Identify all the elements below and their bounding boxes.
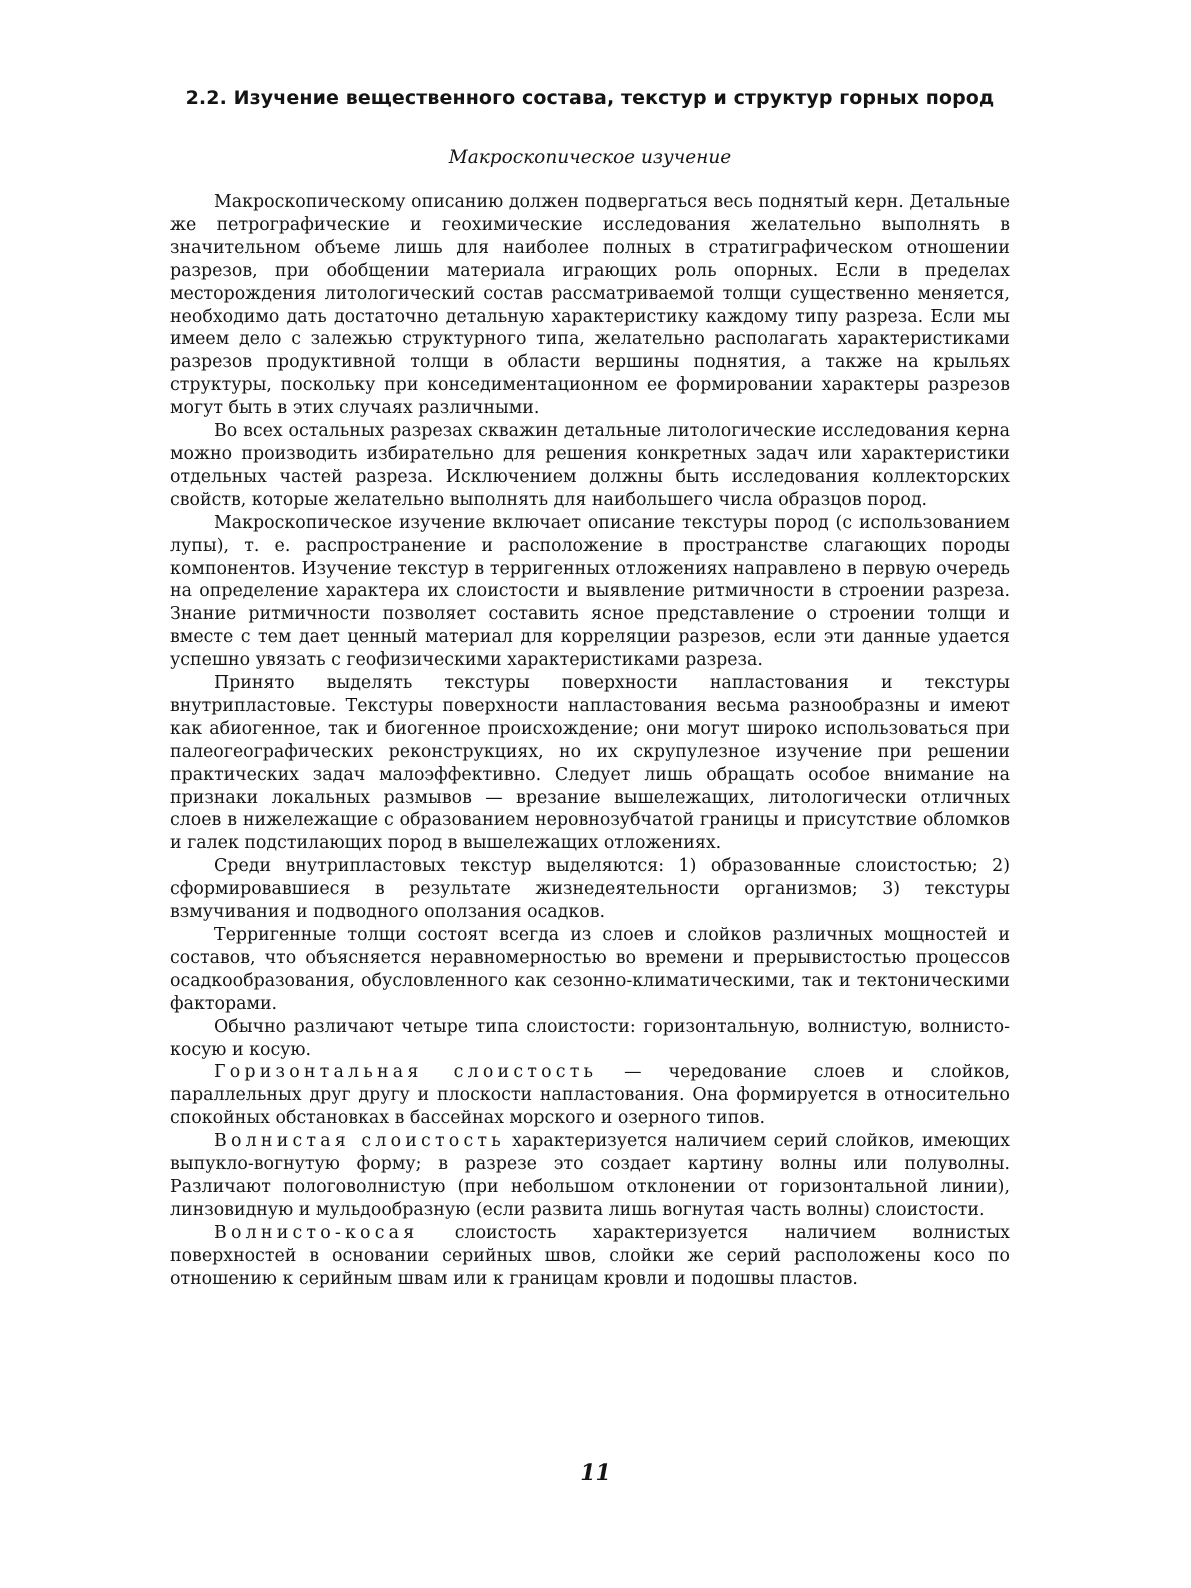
term: Волнисто-косая [214,1222,419,1243]
paragraph: Принято выделять текстуры поверхности напластования и текстуры внутрипластовые. Текстуры поверхности напластования весьма разнообразны и имеют как абиогенное, так и биогенное происхождение; они могут широко использоваться при палеогеографических реконструкциях, но их скрупулезное изучение при решении практических задач малоэффективно. Следует лишь обращать особое внимание на признаки локальных размывов — врезание вышележащих, литологически отличных слоев в нижележащие с образованием неровнозубчатой границы и присутствие обломков и галек подстилающих пород в вышележащих отложениях. [170,673,1010,854]
term-paragraph [170,1130,1010,1222]
term-definition: характеризуется наличием серий слойков, имеющих выпукло-вогнутую форму; в разрезе это создает картину волны или полуволны. Различают пологоволнистую (при небольшом отклонении от горизонтальной линии), линзовидную и мульдообразную (если развита лишь вогнутая часть волны) слоистости. [170,1131,1010,1220]
paragraph: Среди внутрипластовых текстур выделяются: 1) образованные слоистостью; 2) сформировавшиеся в результате жизнедеятельности организмов; 3) текстуры взмучивания и подводного оползания осадков. [170,856,1010,923]
term-definition: — чередование слоев и слойков, параллельных друг другу и плоскости напластования. Она формируется в относительно спокойных обстановках в бассейнах морского и озерного типов. [170,1062,1010,1129]
term-paragraph [170,1222,1010,1291]
body-text [170,191,1010,1291]
subsection-title: Макроскопическое изучение [448,147,732,168]
page-number: 11 [580,1460,611,1486]
section-title: 2.2. Изучение вещественного состава, текстур и структур горных пород [185,87,995,109]
paragraph: Во всех остальных разрезах скважин детальные литологические исследования керна можно производить избирательно для решения конкретных задач или характеристики отдельных частей разреза. Исключением должны быть исследования коллекторских свойств, которые желательно выполнять для наибольшего числа образцов пород. [170,421,1010,510]
paragraph: Макроскопическое изучение включает описание текстуры пород (с использованием лупы), т. е. распространение и расположение в пространстве слагающих породы компонентов. Изучение текстур в терригенных отложениях направлено в первую очередь на определение характера их слоистости и выявление ритмичности в строении разреза. Знание ритмичности позволяет составить ясное представление о строении толщи и вместе с тем дает ценный материал для корреляции разрезов, если эти данные удается успешно увязать с геофизическими характеристиками разреза. [170,512,1010,671]
term-paragraph [170,1061,1010,1130]
paragraph: Обычно различают четыре типа слоистости: горизонтальную, волнистую, волнисто-косую и косую. [170,1016,1010,1060]
term: Волнистая слоистость [214,1131,505,1152]
page-content [170,80,1010,1291]
paragraph: Терригенные толщи состоят всегда из слоев и слойков различных мощностей и составов, что объясняется неравномерностью во времени и прерывистостью процессов осадкообразования, обусловленного как сезонно-климатическими, так и тектоническими факторами. [170,925,1010,1014]
paragraph: Макроскопическому описанию должен подвергаться весь поднятый керн. Детальные же петрографические и геохимические исследования желательно выполнять в значительном объеме лишь для наиболее полных в стратиграфическом отношении разрезов, при обобщении материала играющих роль опорных. Если в пределах месторождения литологический состав рассматриваемой толщи существенно меняется, необходимо дать достаточно детальную характеристику каждому типу разреза. Если мы имеем дело с залежью структурного типа, желательно располагать характеристиками разрезов продуктивной толщи в области вершины поднятия, а также на крыльях структуры, поскольку при конседиментационном ее формировании характеры разрезов могут быть в этих случаях различными. [170,192,1010,419]
term: Горизонтальная слоистость [214,1062,598,1083]
term-definition: слоистость характеризуется наличием волнистых поверхностей в основании серийных швов, слойки же серий расположены косо по отношению к серийным швам или к границам кровли и подошвы пластов. [170,1222,1010,1289]
